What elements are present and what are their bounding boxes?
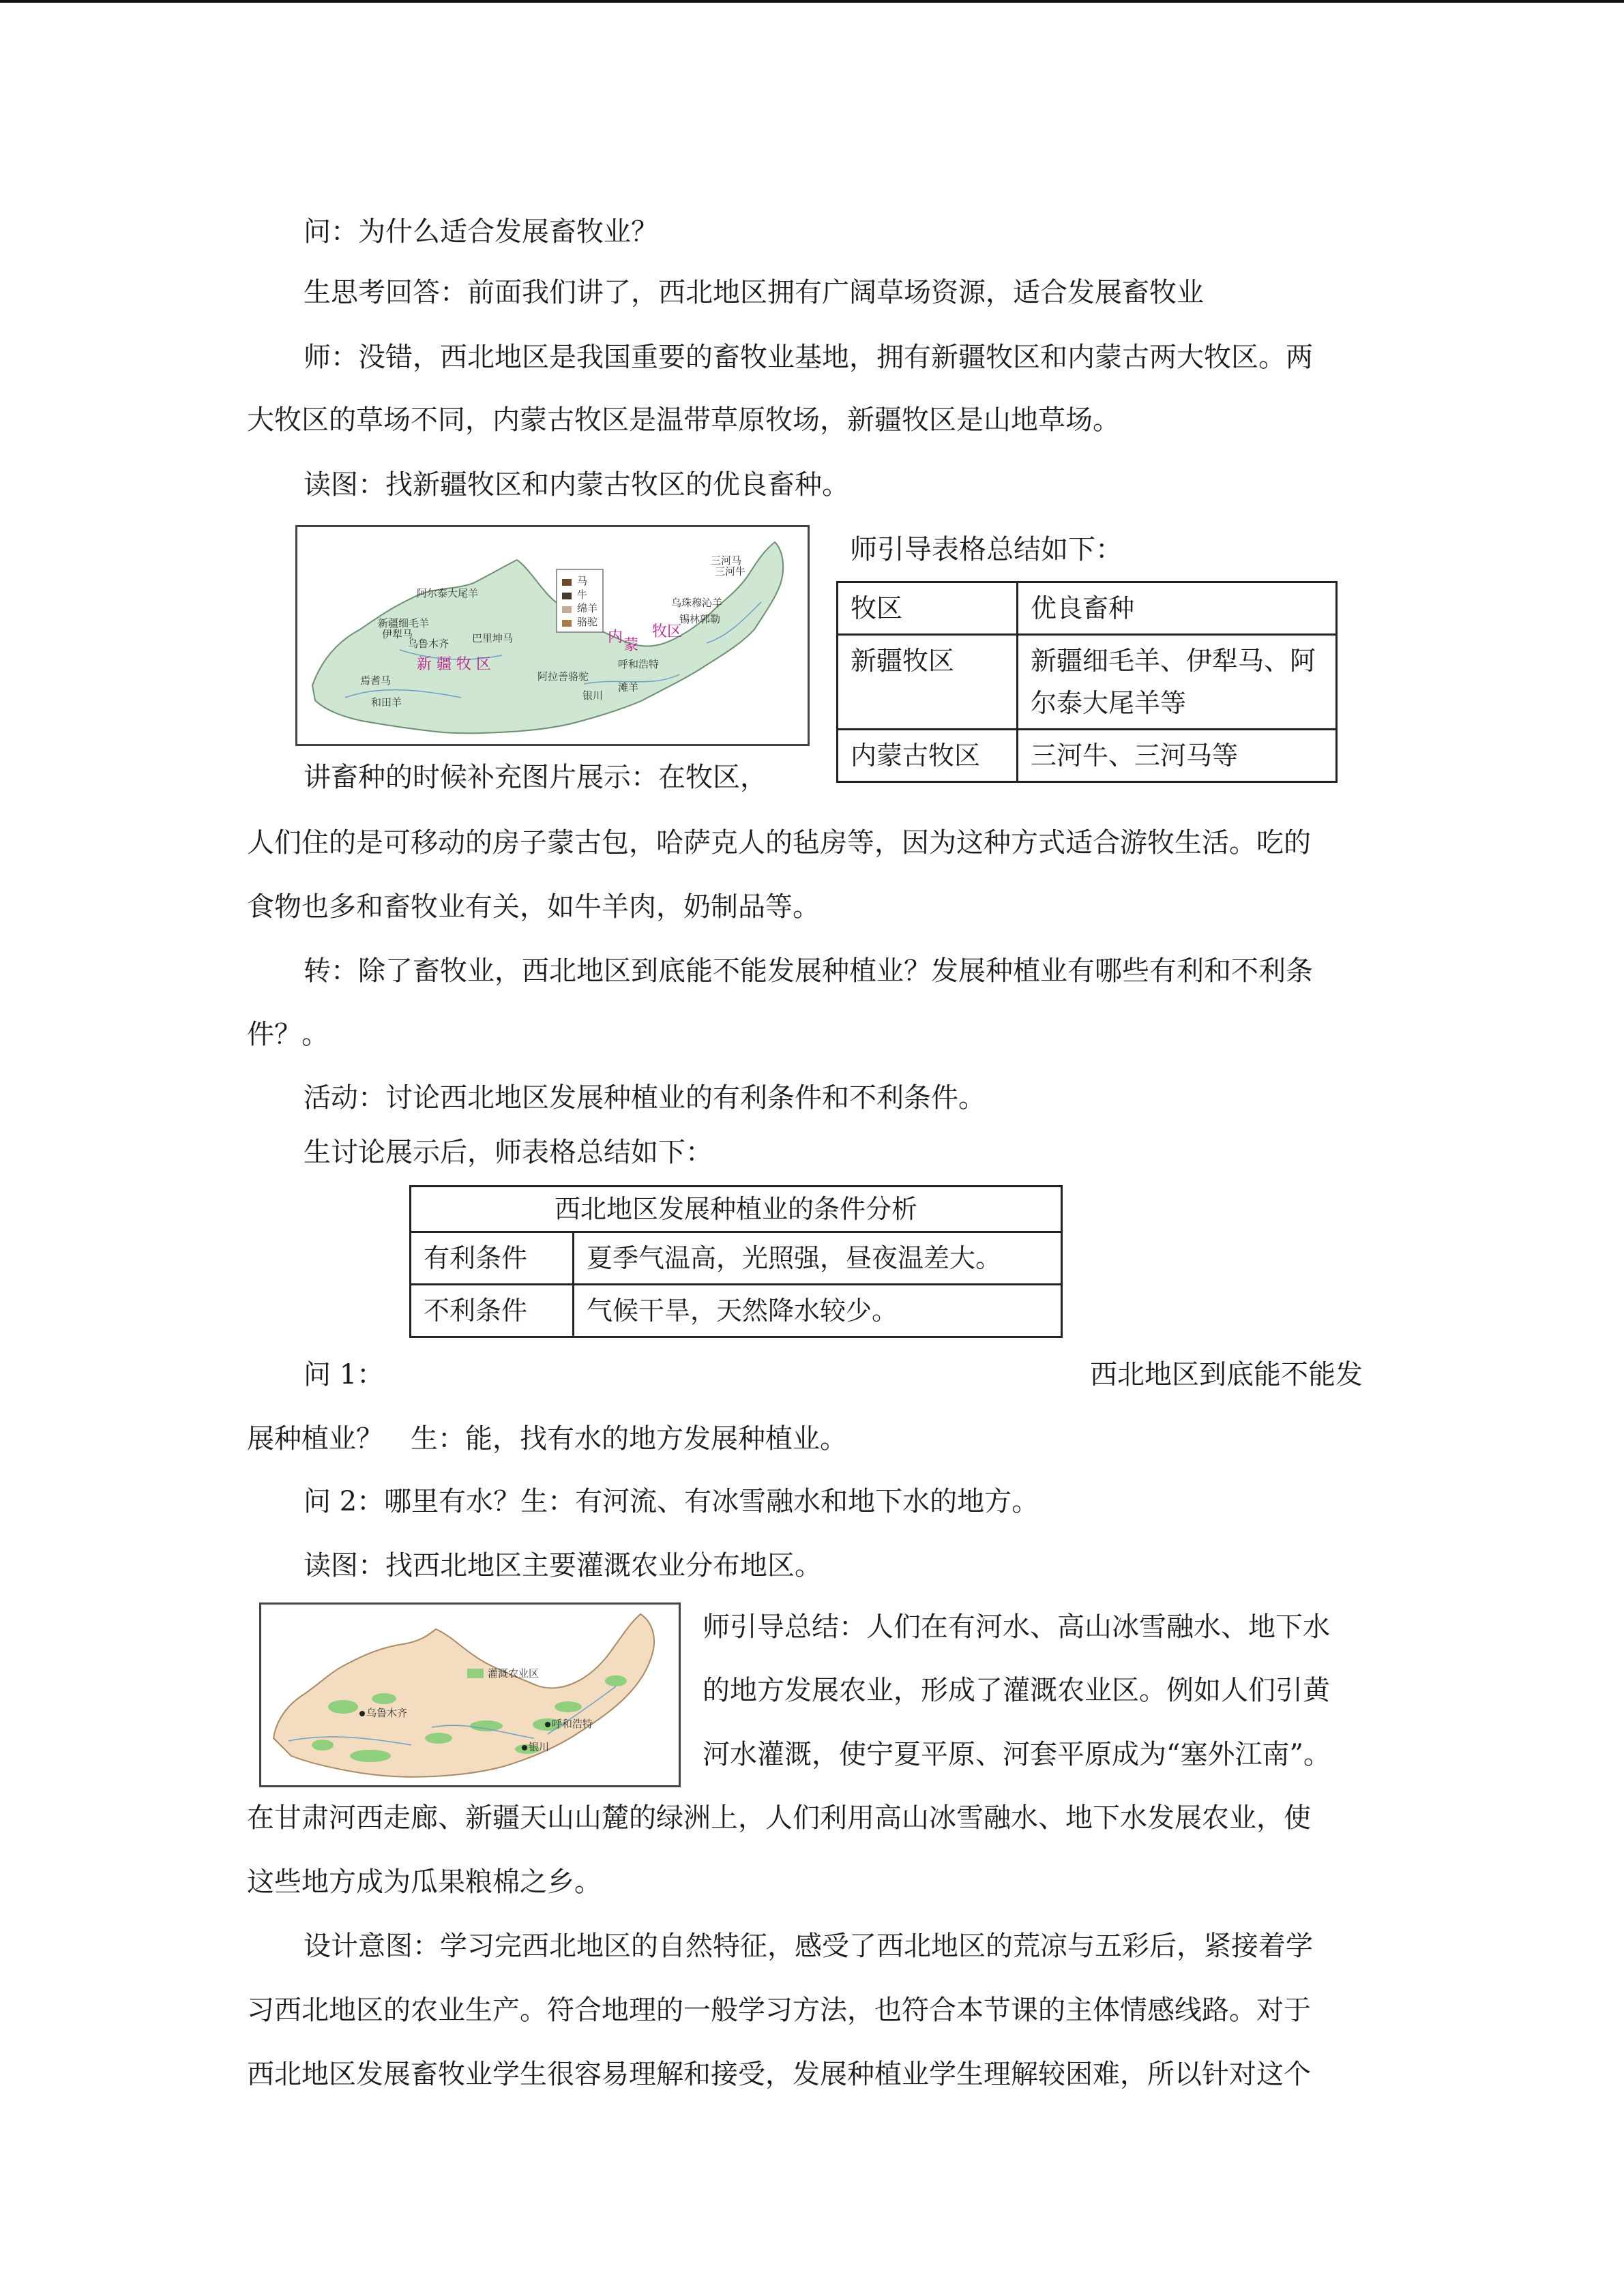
map-label: 伊犁马: [382, 628, 413, 640]
map-label: 乌珠穆沁羊: [671, 597, 723, 609]
paragraph: 问：为什么适合发展畜牧业？: [304, 216, 658, 248]
table-cell: 内蒙古牧区: [838, 730, 1018, 782]
paragraph: 问 1：: [304, 1359, 385, 1390]
legend-camel: 骆驼: [577, 616, 598, 628]
paragraph: 生讨论展示后，师表格总结如下：: [304, 1137, 713, 1168]
table-row: [411, 1285, 1062, 1337]
livestock-map-graphic: [297, 527, 808, 744]
paragraph: 生思考回答：前面我们讲了，西北地区拥有广阔草场资源，适合发展畜牧业: [304, 277, 1204, 308]
legend-sheep: 绵羊: [577, 602, 598, 614]
map-label: 和田羊: [371, 696, 402, 709]
paragraph: 大牧区的草场不同，内蒙古牧区是温带草原牧场，新疆牧区是山地草场。: [247, 404, 1120, 436]
map-label: 乌鲁木齐: [366, 1707, 408, 1719]
table-title: 西北地区发展种植业的条件分析: [411, 1187, 1062, 1232]
table-cell: 新疆牧区: [838, 635, 1018, 730]
paragraph: 师：没错，西北地区是我国重要的畜牧业基地，拥有新疆牧区和内蒙古两大牧区。两: [304, 342, 1313, 373]
paragraph: 西北地区发展畜牧业学生很容易理解和接受，发展种植业学生理解较困难，所以针对这个: [247, 2059, 1311, 2090]
region-label-nmg2: 蒙: [623, 637, 639, 654]
table-row: [838, 730, 1337, 782]
paragraph: 师引导总结：人们在有河水、高山冰雪融水、地下水: [703, 1611, 1330, 1643]
legend-cattle: 牛: [577, 588, 588, 601]
irrigation-map-graphic: [261, 1605, 679, 1785]
livestock-map: [295, 525, 810, 746]
page-top-border: [0, 0, 1624, 3]
paragraph: 展种植业？ 生：能，找有水的地方发展种植业。: [247, 1423, 847, 1455]
map-label: 阿尔泰大尾羊: [417, 587, 479, 599]
table-cell: 新疆细毛羊、伊犁马、阿尔泰大尾羊等: [1018, 635, 1337, 730]
legend-swatch: [467, 1669, 484, 1678]
map-label: 牧区: [652, 623, 683, 640]
paragraph: 习西北地区的农业生产。符合地理的一般学习方法，也符合本节课的主体情感线路。对于: [247, 1995, 1311, 2026]
region-label-nmg: 内: [608, 629, 623, 646]
table-caption: 师引导表格总结如下：: [850, 534, 1123, 565]
conditions-table: [409, 1185, 1063, 1338]
paragraph: 人们住的是可移动的房子蒙古包，哈萨克人的毡房等，因为这种方式适合游牧生活。吃的: [247, 827, 1311, 859]
paragraph: 这些地方成为瓜果粮棉之乡。: [247, 1866, 602, 1898]
paragraph: 件？。: [247, 1019, 329, 1050]
legend-irrigation: 灌溉农业区: [488, 1667, 540, 1680]
map-label: 阿拉善骆驼: [537, 670, 589, 683]
paragraph: 活动：讨论西北地区发展种植业的有利条件和不利条件。: [304, 1082, 986, 1114]
paragraph: 的地方发展农业，形成了灌溉农业区。例如人们引黄: [703, 1675, 1330, 1706]
legend-horse: 马: [577, 575, 588, 587]
map-label: 三河马: [711, 554, 742, 567]
table-cell: 不利条件: [411, 1285, 574, 1337]
map-label: 巴里坤马: [472, 632, 514, 644]
table-header-cell: 优良畜种: [1018, 582, 1337, 635]
table-row: [838, 635, 1337, 730]
irrigation-map: [259, 1602, 681, 1787]
table-row: [838, 582, 1337, 635]
paragraph: 读图：找西北地区主要灌溉农业分布地区。: [304, 1550, 822, 1581]
map-label: 三河牛: [715, 565, 746, 578]
map-label: 银川: [529, 1741, 550, 1753]
table-header-cell: 牧区: [838, 582, 1018, 635]
map-label: 呼和浩特: [618, 658, 660, 670]
paragraph: 转：除了畜牧业，西北地区到底能不能发展种植业？发展种植业有哪些有利和不利条: [304, 955, 1313, 987]
map-label: 乌鲁木齐: [408, 638, 449, 650]
breed-table: [836, 581, 1338, 783]
map-label: 呼和浩特: [552, 1718, 593, 1730]
table-row: [411, 1187, 1062, 1232]
table-cell: 夏季气温高，光照强，昼夜温差大。: [574, 1232, 1062, 1285]
map-label: 银川: [582, 689, 604, 702]
paragraph: 在甘肃河西走廊、新疆天山山麓的绿洲上，人们利用高山冰雪融水、地下水发展农业，使: [247, 1802, 1311, 1834]
paragraph: 设计意图：学习完西北地区的自然特征，感受了西北地区的荒凉与五彩后，紧接着学: [304, 1930, 1313, 1962]
paragraph: 问 2：哪里有水？生：有河流、有冰雪融水和地下水的地方。: [304, 1486, 1039, 1517]
map-label: 新疆细毛羊: [378, 617, 430, 629]
map-label: 锡林郭勒: [679, 613, 721, 625]
paragraph: 河水灌溉，使宁夏平原、河套平原成为“塞外江南”。: [703, 1739, 1331, 1770]
table-cell: 三河牛、三河马等: [1018, 730, 1337, 782]
table-row: [411, 1232, 1062, 1285]
map-label: 滩羊: [618, 681, 639, 694]
table-cell: 有利条件: [411, 1232, 574, 1285]
paragraph: 食物也多和畜牧业有关，如牛羊肉，奶制品等。: [247, 891, 820, 923]
table-cell: 气候干旱，天然降水较少。: [574, 1285, 1062, 1337]
paragraph: 讲畜种的时候补充图片展示：在牧区，: [304, 762, 767, 793]
region-label-xinjiang: 新 疆 牧 区: [417, 656, 491, 673]
paragraph: 西北地区到底能不能发: [1090, 1359, 1363, 1390]
map-label: 焉耆马: [360, 674, 392, 687]
paragraph: 读图：找新疆牧区和内蒙古牧区的优良畜种。: [304, 469, 849, 501]
